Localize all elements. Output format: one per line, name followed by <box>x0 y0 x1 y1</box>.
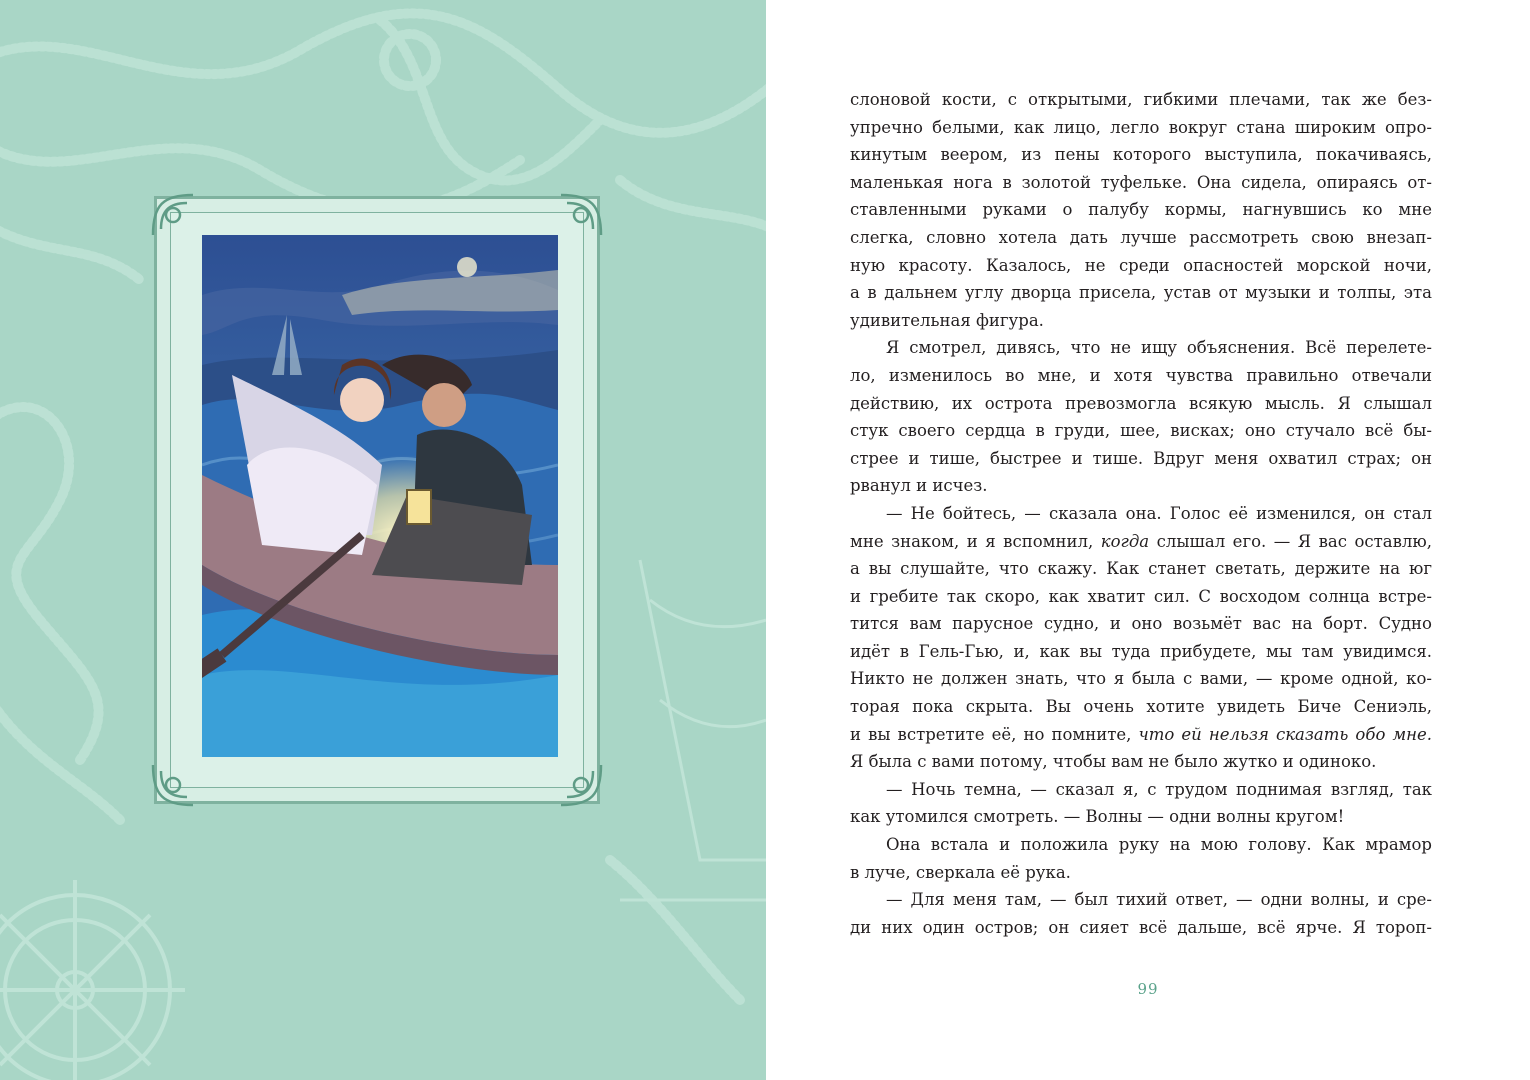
ornament-corner-icon <box>555 759 607 811</box>
text-line: тится вам парусное судно, и оно возьмёт вас на борт. Судно <box>850 614 1432 634</box>
text-line: рванул и исчез. <box>850 476 988 496</box>
ornament-corner-icon <box>555 189 607 241</box>
text-line: кинутым веером, из пены которого выступила, покачиваясь, <box>850 145 1432 165</box>
ornament-corner-icon <box>147 189 199 241</box>
text-fragment: слышал его. — Я вас оставлю, <box>1156 531 1432 551</box>
text-line: Я смотрел, дивясь, что не ищу объяснения. Всё перелете- <box>886 338 1432 358</box>
text-line: ло, изменилось во мне, и хотя чувства правильно отвечали <box>850 365 1432 385</box>
body-text <box>850 86 1432 941</box>
text-line: а в дальнем углу дворца присела, устав от музыки и толпы, эта <box>850 283 1432 303</box>
text-line: Никто не должен знать, что я была с вами, — кроме одной, ко- <box>850 669 1432 689</box>
text-line: в луче, сверкала её рука. <box>850 862 1071 882</box>
ornament-corner-icon <box>147 759 199 811</box>
text-line: Я была с вами потому, чтобы вам не было жутко и одиноко. <box>850 752 1377 772</box>
text-fragment: и вы встретите её, но помните, <box>850 724 1132 744</box>
text-line: ную красоту. Казалось, не среди опасностей морской ночи, <box>850 255 1432 275</box>
text-line: действию, их острота превозмогла всякую мысль. Я слышал <box>850 393 1432 413</box>
text-line: слоновой кости, с открытыми, гибкими плечами, так же без- <box>850 90 1432 109</box>
text-line: — Не бойтесь, — сказала она. Голос её изменился, он стал <box>886 503 1432 523</box>
text-line <box>850 721 1432 749</box>
text-line: а вы слушайте, что скажу. Как станет светать, держите на юг <box>850 559 1432 579</box>
italic-fragment: когда <box>1100 531 1150 551</box>
text-line: стук своего сердца в груди, шее, висках; оно стучало всё бы- <box>850 421 1432 441</box>
text-line: маленькая нога в золотой туфельке. Она сидела, опираясь от- <box>850 172 1432 192</box>
text-line: как утомился смотреть. — Волны — одни волны кругом! <box>850 807 1345 827</box>
italic-fragment: что ей нельзя сказать обо мне. <box>1138 724 1433 744</box>
text-line: слегка, словно хотела дать лучше рассмотреть свою внезап- <box>850 227 1432 247</box>
text-line: — Для меня там, — был тихий ответ, — одни волны, и сре- <box>886 890 1432 910</box>
text-line <box>850 528 1432 556</box>
page-number: 99 <box>1137 980 1159 998</box>
right-page <box>766 0 1530 1080</box>
text-line: торая пока скрыта. Вы очень хотите увидеть Биче Сениэль, <box>850 697 1432 717</box>
text-line: упречно белыми, как лицо, легло вокруг стана широким опро- <box>850 117 1432 137</box>
text-line: идёт в Гель-Гью, и, как вы туда прибудете, мы там увидимся. <box>850 641 1432 661</box>
text-line: ди них один остров; он сияет всё дальше, всё ярче. Я тороп- <box>850 917 1432 937</box>
text-line: ставленными руками о палубу кормы, нагнувшись ко мне <box>850 200 1432 220</box>
text-line: удивительная фигура. <box>850 310 1044 330</box>
text-line: стрее и тише, быстрее и тише. Вдруг меня охватил страх; он <box>850 448 1432 468</box>
text-line: и гребите так скоро, как хватит сил. С восходом солнца встре- <box>850 586 1432 606</box>
boat-at-night-illustration <box>202 235 558 757</box>
text-line: Она встала и положила руку на мою голову. Как мрамор <box>886 835 1432 855</box>
text-line: — Ночь темна, — сказал я, с трудом поднимая взгляд, так <box>886 779 1432 799</box>
text-fragment: мне знаком, и я вспомнил, <box>850 531 1094 551</box>
